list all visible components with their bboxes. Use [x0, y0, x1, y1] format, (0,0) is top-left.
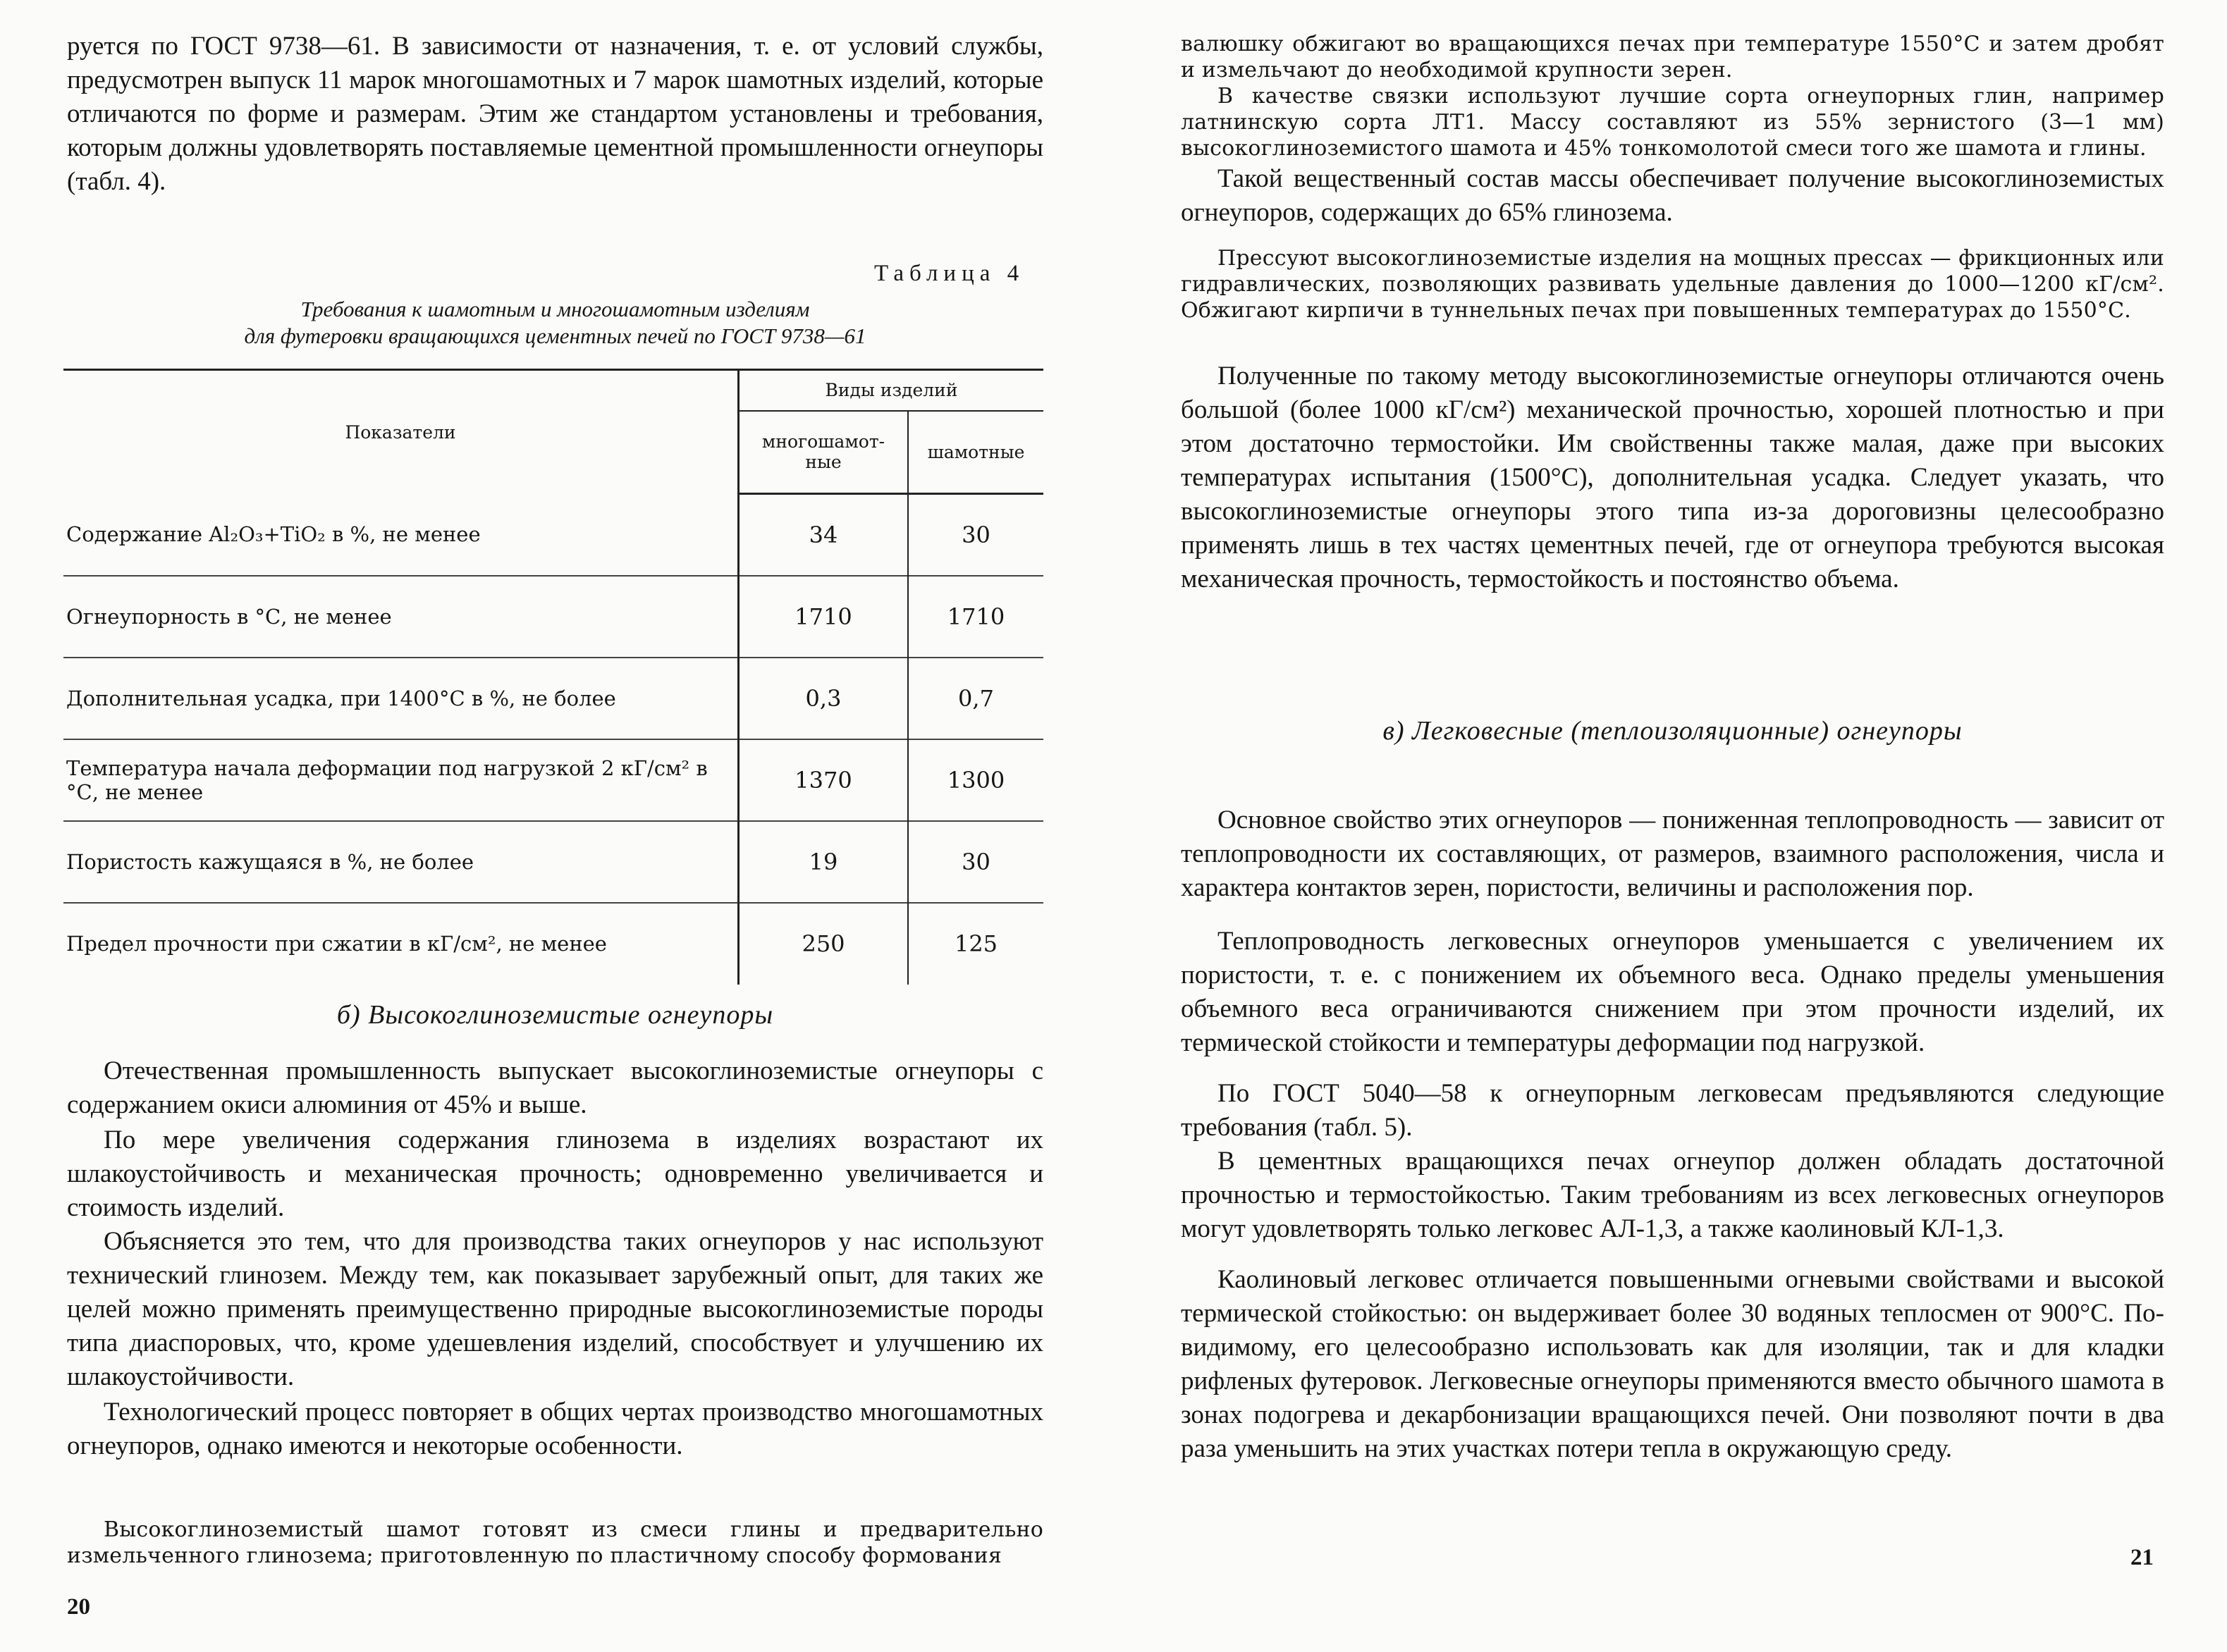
table-row — [63, 576, 1043, 658]
intro-paragraph: руется по ГОСТ 9738—61. В зависимости от назначения, т. е. от условий службы, предусмотрен выпуск 11 марок многошамотных и 7 марок шамотных изделий, которые отличаются по форме и размерам. Этим же стандартом установлены и требования, которым должны удовлетворять поставляемые цементной промышленности огнеупоры (табл. 4). — [67, 32, 1043, 196]
page-number-right: 21 — [2130, 1545, 2154, 1570]
row-indicator: Содержание Al₂O₃+TiO₂ в %, не менее — [66, 522, 481, 546]
row-value-chamotte: 1300 — [908, 739, 1043, 821]
paragraph-thermal-conductivity: Теплопроводность легковесных огнеупоров уменьшается с увеличением их пористости, т. е. с понижением их объемного веса. Однако пределы уменьшения объемного веса ограничиваются снижением при этом прочности изделий, их термической стойкости и температуры деформации под нагрузкой. — [1181, 927, 2164, 1057]
paragraph-rotary-kilns: В цементных вращающихся печах огнеупор должен обладать достаточной прочностью и термостойкостью. Таким требованиям из всех легковесных огнеупоров могут удовлетворять только легковес АЛ-1,3, а также каолиновый КЛ-1,3. — [1181, 1147, 2164, 1243]
row-value-chamotte: 125 — [908, 903, 1043, 985]
page-number-left: 20 — [67, 1594, 90, 1620]
note-pressing: Прессуют высокоглиноземистые изделия на мощных прессах — фрикционных или гидравлических, позволяющих развивать удельные давления до 1000—1200 кГ/см². Обжигают кирпичи в туннельных печах при повышенных температурах до 1550°С. — [1181, 246, 2164, 323]
row-value-multi-chamotte: 34 — [739, 494, 909, 576]
row-value-multi-chamotte: 250 — [739, 903, 909, 985]
note-binder: В качестве связки используют лучшие сорта огнеупорных глин, например латнинскую сорта ЛТ1. Массу составляют из 55% зернистого (3—1 мм) высокоглиноземистого шамота и 45% тонкомолотой смеси того же шамота и глины. — [1181, 84, 2164, 161]
section-b-heading: б) Высокоглиноземистые огнеупоры — [336, 1000, 774, 1030]
paragraph-alumina-content: По мере увеличения содержания глинозема в изделиях возрастают их шлакоустойчивость и механическая прочность; одновременно увеличивается и стоимость изделий. — [67, 1126, 1043, 1222]
row-indicator: Дополнительная усадка, при 1400°С в %, не более — [63, 658, 739, 739]
paragraph-kaolin-lightweight: Каолиновый легковес отличается повышенными огневыми свойствами и высокой термической стойкостью: он выдерживает более 30 водяных теплосмен от 900°С. По-видимому, его целесообразно использовать как для изоляции, так и для кладки рифленых футеровок. Легковесные огнеупоры применяются вместо обычного шамота в зонах подогрева и декарбонизации вращающихся печей. Они позволяют почти в два раза уменьшить на этих участках потери тепла в окружающую среду. — [1181, 1265, 2164, 1463]
row-indicator: Температура начала деформации под нагрузкой 2 кГ/см² в °С, не менее — [63, 739, 739, 821]
table-row — [63, 821, 1043, 903]
table-title-line-2: для футеровки вращающихся цементных печей по ГОСТ 9738—61 — [244, 323, 866, 348]
right-page — [1128, 0, 2227, 1652]
header-multi-chamotte-line-2: ные — [805, 452, 842, 473]
paragraph-results: Полученные по такому методу высокоглиноземистые огнеупоры отличаются очень большой (более 1000 кГ/см²) механической прочностью, хорошей плотностью и при этом достаточно термостойки. Им свойственны также малая, даже при высоких температурах испытания (1500°С), дополнительная усадка. Следует указать, что высокоглиноземистые огнеупоры этого типа из-за дороговизны целесообразно применять лишь в тех частях цементных печей, где от огнеупора требуются высокая механическая прочность, термостойкость и постоянство объема. — [1181, 362, 2164, 593]
header-product-types: Виды изделий — [739, 370, 1044, 411]
table-row — [63, 494, 1043, 576]
table-title-line-1: Требования к шамотным и многошамотным изделиям — [300, 297, 810, 321]
header-multi-chamotte — [739, 411, 909, 494]
paragraph-technical-alumina: Объясняется это тем, что для производства таких огнеупоров у нас используют технический глинозем. Между тем, как показывает зарубежный опыт, для таких же целей можно применять преимущественно природные высокоглиноземистые породы типа диаспоровых, что, кроме удешевления изделий, способствует и улучшению их шлакоустойчивости. — [67, 1227, 1043, 1391]
paragraph-composition: Такой вещественный состав массы обеспечивает получение высокоглиноземистых огнеупоров, содержащих до 65% глинозема. — [1181, 164, 2164, 227]
table-row — [63, 658, 1043, 739]
paragraph-domestic-industry: Отечественная промышленность выпускает высокоглиноземистые огнеупоры с содержанием окиси алюминия от 45% и выше. — [67, 1056, 1043, 1119]
note-firing: валюшку обжигают во вращающихся печах при температуре 1550°С и затем дробят и измельчают до необходимой крупности зерен. — [1181, 32, 2164, 82]
table-row — [63, 903, 1043, 985]
note-high-alumina-chamotte: Высокоглиноземистый шамот готовят из смеси глины и предварительно измельченного глинозема; приготовленную по пластичному способу формования — [67, 1517, 1043, 1568]
requirements-table — [63, 369, 1043, 985]
row-value-multi-chamotte: 0,3 — [739, 658, 909, 739]
paragraph-technological-process: Технологический процесс повторяет в общих чертах производство многошамотных огнеупоров, однако имеются и некоторые особенности. — [67, 1398, 1043, 1460]
header-indicators: Показатели — [63, 370, 739, 494]
row-value-chamotte: 1710 — [908, 576, 1043, 658]
section-v-heading: в) Легковесные (теплоизоляционные) огнеупоры — [1382, 716, 1963, 746]
table-row — [63, 739, 1043, 821]
row-value-chamotte: 30 — [908, 821, 1043, 903]
paragraph-basic-property: Основное свойство этих огнеупоров — пониженная теплопроводность — зависит от теплопроводности их составляющих, от размеров, взаимного расположения, числа и характера контактов зерен, пористости, величины и расположения пор. — [1181, 806, 2164, 902]
row-value-chamotte: 0,7 — [908, 658, 1043, 739]
row-value-multi-chamotte: 1370 — [739, 739, 909, 821]
paragraph-gost-5040: По ГОСТ 5040—58 к огнеупорным легковесам предъявляются следующие требования (табл. 5). — [1181, 1079, 2164, 1142]
row-indicator: Огнеупорность в °С, не менее — [63, 576, 739, 658]
left-page — [0, 0, 1100, 1652]
table-number: Таблица 4 — [874, 261, 1025, 286]
header-chamotte: шамотные — [908, 411, 1043, 494]
row-indicator: Пористость кажущаяся в %, не более — [63, 821, 739, 903]
row-value-multi-chamotte: 1710 — [739, 576, 909, 658]
header-multi-chamotte-line-1: многошамот- — [761, 431, 885, 452]
row-value-chamotte: 30 — [908, 494, 1043, 576]
row-value-multi-chamotte: 19 — [739, 821, 909, 903]
row-indicator: Предел прочности при сжатии в кГ/см², не менее — [63, 903, 739, 985]
